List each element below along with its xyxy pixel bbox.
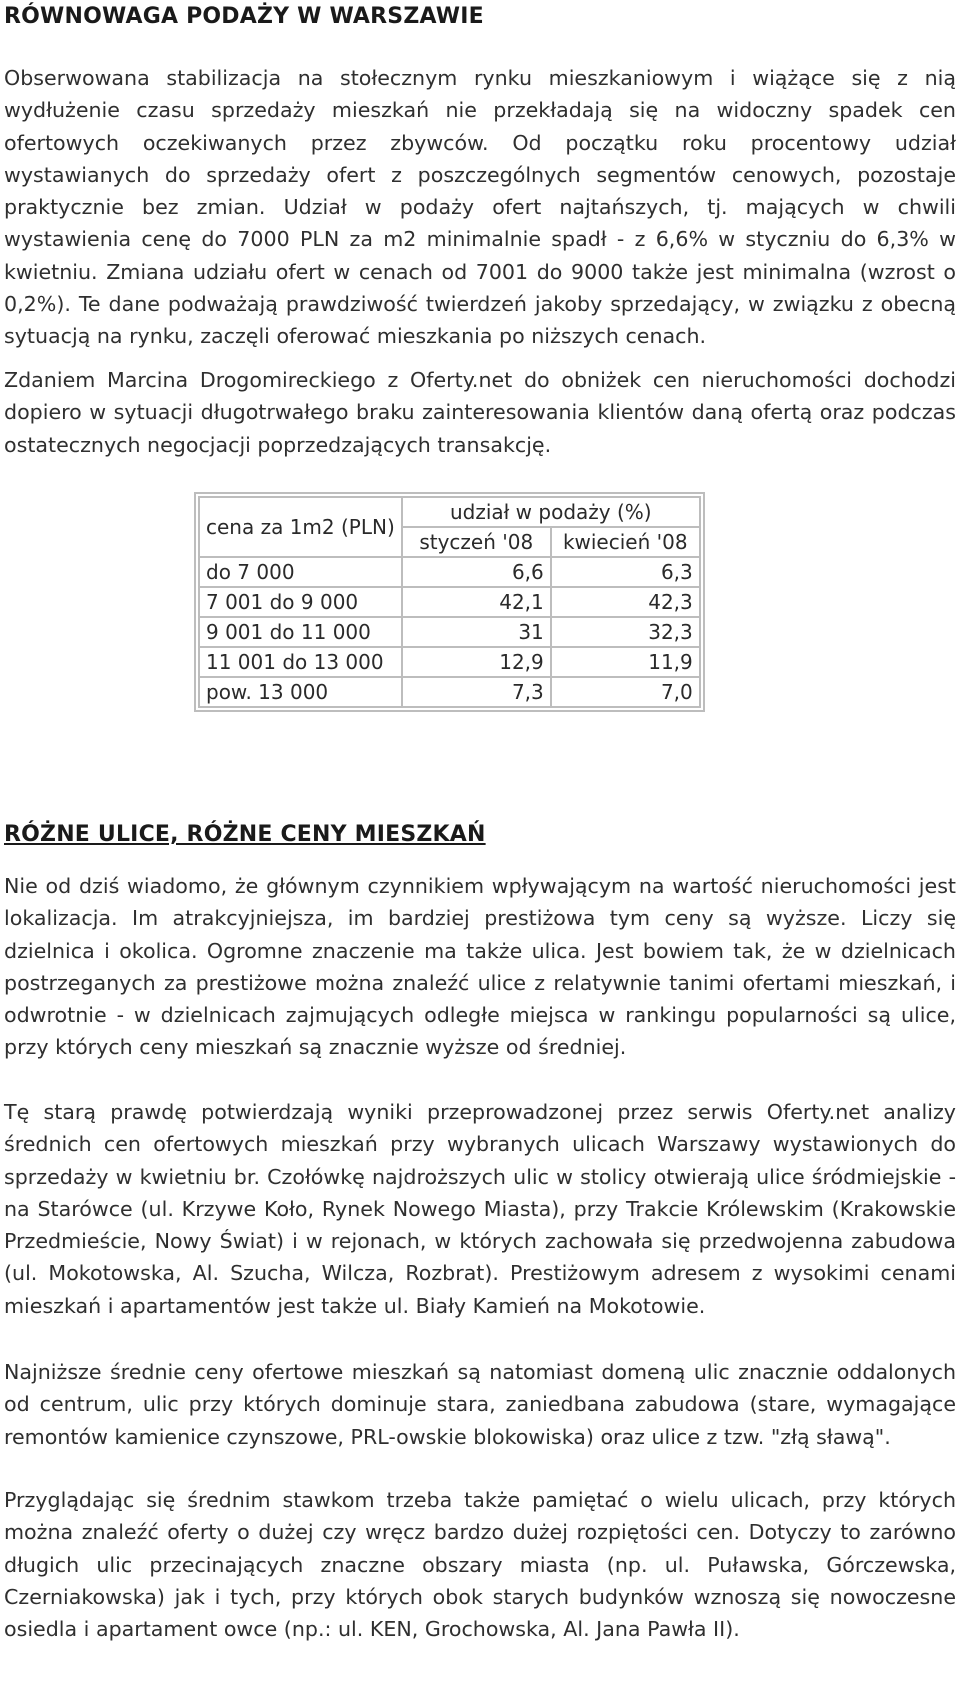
paragraph-cheapest-streets: Najniższe średnie ceny ofertowe mieszkań są natomiast domeną ulic znacznie oddalonych od centrum, ulic przy których dominuje stara, zaniedbana zabudowa (stare, wymagające remontów kamienice czynszowe, PRL-owskie blokowiska) oraz ulice z tzw. "złą sławą". bbox=[4, 1360, 956, 1449]
price-range-cell: 7 001 do 9 000 bbox=[199, 587, 402, 617]
price-range-cell: pow. 13 000 bbox=[199, 677, 402, 707]
month-header-april: kwiecień '08 bbox=[551, 527, 700, 557]
april-share-cell: 11,9 bbox=[551, 647, 700, 677]
april-share-cell: 32,3 bbox=[551, 617, 700, 647]
january-share-cell: 12,9 bbox=[402, 647, 551, 677]
paragraph-location-factor: Nie od dziś wiadomo, że głównym czynnikiem wpływającym na wartość nieruchomości jest lokalizacja. Im atrakcyjniejsza, im bardziej prestiżowa tym ceny są wyższe. Liczy się dzielnica i okolica. Ogromne znaczenie ma także ulica. Jest bowiem tak, że w dzielnicach postrzeganych za prestiżowe można znaleźć ulice z relatywnie tanimi ofertami mieszkań, i odwrotnie - w dzielnicach zajmujących odległe miejsca w rankingu popularności są ulice, przy których ceny mieszkań są znacznie wyższe od średniej. bbox=[4, 874, 956, 1060]
supply-share-table bbox=[198, 496, 701, 708]
price-range-cell: do 7 000 bbox=[199, 557, 402, 587]
january-share-cell: 6,6 bbox=[402, 557, 551, 587]
table-row bbox=[199, 557, 700, 587]
table-row bbox=[199, 587, 700, 617]
price-range-cell: 11 001 do 13 000 bbox=[199, 647, 402, 677]
paragraph-price-spread: Przyglądając się średnim stawkom trzeba także pamiętać o wielu ulicach, przy których można znaleźć oferty o dużej czy wręcz bardzo dużej rozpiętości cen. Dotyczy to zarówno długich ulic przecinających znaczne obszary miasta (np. ul. Puławska, Górczewska, Czerniakowska) jak i tych, przy których obok starych budynków wznoszą się nowoczesne osiedla i apartament owce (np.: ul. KEN, Grochowska, Al. Jana Pawła II). bbox=[4, 1488, 956, 1642]
april-share-cell: 42,3 bbox=[551, 587, 700, 617]
paragraph-supply-stabilization: Obserwowana stabilizacja na stołecznym rynku mieszkaniowym i wiążące się z nią wydłużenie czasu sprzedaży mieszkań nie przekładają się na widoczny spadek cen ofertowych oczekiwanych przez zbywców. Od początku roku procentowy udział wystawianych do sprzedaży ofert z poszczególnych segmentów cenowych, pozostaje praktycznie bez zmian. Udział w podaży ofert najtańszych, tj. mających w chwili wystawienia cenę do 7000 PLN za m2 minimalnie spadł - z 6,6% w styczniu do 6,3% w kwietniu. Zmiana udziału ofert w cenach od 7001 do 9000 także jest minimalna (wzrost o 0,2%). Te dane podważają prawdziwość twierdzeń jakoby sprzedający, w związku z obecną sytuacją na rynku, zaczęli oferować mieszkania po niższych cenach. bbox=[4, 66, 956, 349]
month-header-january: styczeń '08 bbox=[402, 527, 551, 557]
january-share-cell: 31 bbox=[402, 617, 551, 647]
price-range-cell: 9 001 do 11 000 bbox=[199, 617, 402, 647]
paragraph-price-reductions: Zdaniem Marcina Drogomireckiego z Oferty.net do obniżek cen nieruchomości dochodzi dopiero w sytuacji długotrwałego braku zainteresowania klientów daną ofertą oraz podczas ostatecznych negocjacji poprzedzających transakcję. bbox=[4, 368, 956, 457]
paragraph-most-expensive-streets: Tę starą prawdę potwierdzają wyniki przeprowadzonej przez serwis Oferty.net analizy średnich cen ofertowych mieszkań przy wybranych ulicach Warszawy wystawionych do sprzedaży w kwietniu br. Czołówkę najdroższych ulic w stolicy otwierają ulice śródmiejskie - na Starówce (ul. Krzywe Koło, Rynek Nowego Miasta), przy Trakcie Królewskim (Krakowskie Przedmieście, Nowy Świat) i w rejonach, w których zachowała się przedwojenna zabudowa (ul. Mokotowska, Al. Szucha, Wilcza, Rozbrat). Prestiżowym adresem z wysokimi cenami mieszkań i apartamentów jest także ul. Biały Kamień na Mokotowie. bbox=[4, 1100, 956, 1318]
april-share-cell: 7,0 bbox=[551, 677, 700, 707]
section-title-supply-balance: RÓWNOWAGA PODAŻY W WARSZAWIE bbox=[4, 4, 484, 29]
price-column-header: cena za 1m2 (PLN) bbox=[199, 497, 402, 557]
table-row bbox=[199, 677, 700, 707]
table-header-row bbox=[199, 497, 700, 527]
table-row bbox=[199, 647, 700, 677]
april-share-cell: 6,3 bbox=[551, 557, 700, 587]
section-title-streets-prices: RÓŻNE ULICE, RÓŻNE CENY MIESZKAŃ bbox=[4, 822, 486, 847]
table-row bbox=[199, 617, 700, 647]
january-share-cell: 7,3 bbox=[402, 677, 551, 707]
supply-share-header: udział w podaży (%) bbox=[402, 497, 700, 527]
january-share-cell: 42,1 bbox=[402, 587, 551, 617]
